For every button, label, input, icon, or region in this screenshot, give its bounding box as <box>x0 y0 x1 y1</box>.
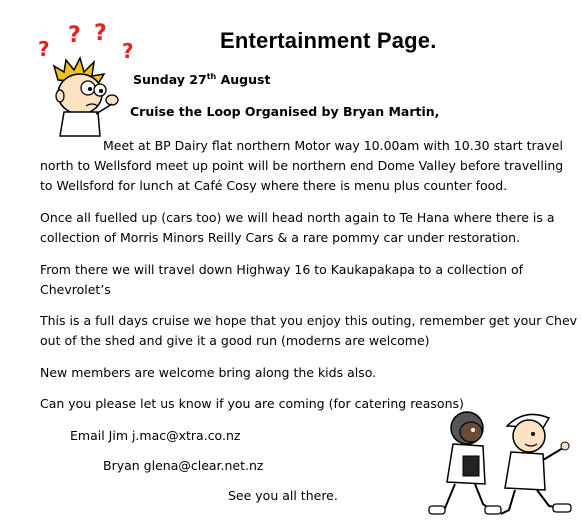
confused-boy-icon <box>30 22 140 140</box>
contact-email-jim: Email Jim j.mac@xtra.co.nz <box>70 428 241 443</box>
paragraph-members: New members are welcome bring along the kids also. <box>40 365 377 380</box>
paragraph-meet-line-3: to Wellsford for lunch at Café Cosy where there is menu plus counter food. <box>40 178 508 193</box>
paragraph-cruise-line-1: This is a full days cruise we hope that you enjoy this outing, remember get your Chev <box>40 313 578 328</box>
closing-line: See you all there. <box>228 488 338 503</box>
page-title: Entertainment Page. <box>220 28 437 53</box>
paragraph-fuel-line-2: collection of Morris Minors Reilly Cars & a rare pommy car under restoration. <box>40 230 521 245</box>
paragraph-route-line-1: From there we will travel down Highway 16 to Kaukapakapa to a collection of <box>40 262 524 277</box>
running-kids-icon <box>425 400 575 522</box>
paragraph-cruise-line-2: out of the shed and give it a good run (moderns are welcome) <box>40 333 430 348</box>
svg-text:?: ? <box>68 23 81 48</box>
event-title: Cruise the Loop Organised by Bryan Martin, <box>130 104 440 119</box>
event-date: Sunday 27th August <box>133 71 271 87</box>
paragraph-route-line-2: Chevrolet’s <box>40 282 111 297</box>
svg-text:?: ? <box>94 22 107 46</box>
contact-email-bryan: Bryan glena@clear.net.nz <box>103 458 264 473</box>
paragraph-meet-line-2: north to Wellsford meet up point will be northern end Dome Valley before travelling <box>40 158 564 173</box>
svg-text:?: ? <box>38 37 50 61</box>
svg-text:?: ? <box>122 39 134 63</box>
paragraph-fuel-line-1: Once all fuelled up (cars too) we will head north again to Te Hana where there is a <box>40 210 555 225</box>
paragraph-rsvp: Can you please let us know if you are coming (for catering reasons) <box>40 396 464 411</box>
paragraph-meet-line-1: Meet at BP Dairy flat northern Motor way 10.00am with 10.30 start travel <box>103 138 563 153</box>
